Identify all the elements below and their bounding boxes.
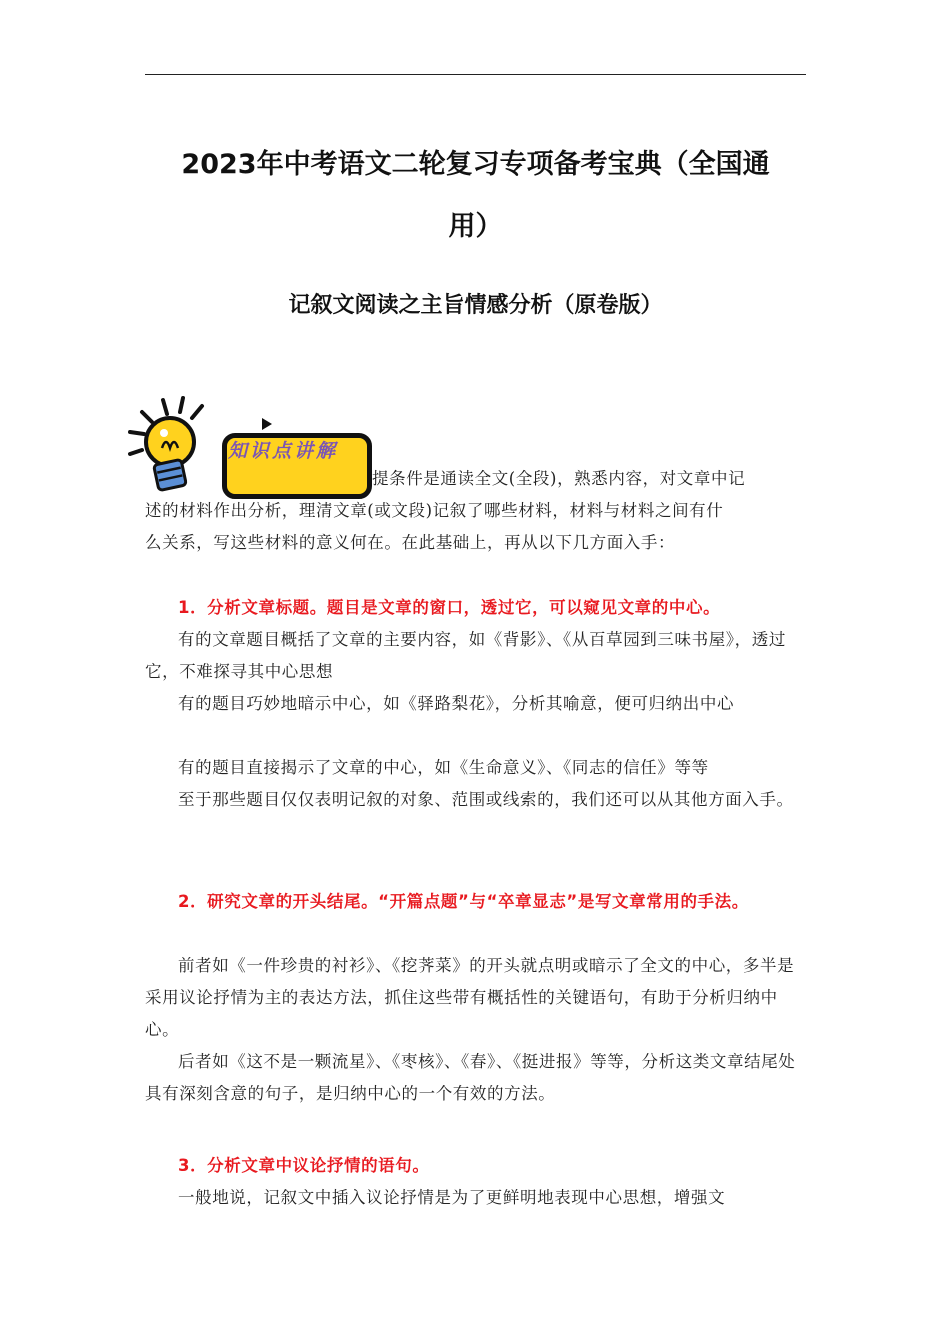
section-heading-2: 2．研究文章的开头结尾。“开篇点题”与“卒章显志”是写文章常用的手法。	[178, 892, 749, 911]
intro-line-3: 么关系，写这些材料的意义何在。在此基础上，再从以下几方面入手：	[145, 533, 676, 552]
page-title-line-2: 用）	[448, 211, 503, 242]
section-1-paragraph-4: 至于那些题目仅仅表明记叙的对象、范围或线索的，我们还可以从其他方面入手。	[178, 790, 794, 809]
section-heading-1: 1．分析文章标题。题目是文章的窗口，透过它，可以窥见文章的中心。	[178, 598, 721, 617]
page-title-line-1: 2023年中考语文二轮复习专项备考宝典（全国通	[181, 149, 770, 180]
intro-line-2: 述的材料作出分析，理清文章(或文段)记叙了哪些材料，材料与材料之间有什	[145, 501, 724, 520]
section-3-paragraph-1: 一般地说，记叙文中插入议论抒情是为了更鲜明地表现中心思想，增强文	[178, 1188, 726, 1207]
page-subtitle: 记叙文阅读之主旨情感分析（原卷版）	[288, 293, 663, 318]
section-1-paragraph-3: 有的题目直接揭示了文章的中心，如《生命意义》、《同志的信任》等等	[178, 758, 709, 777]
section-2-paragraph-2: 后者如《这不是一颗流星》、《枣核》、《春》、《挺进报》等等，分析这类文章结尾处具有深刻含意的句子，是归纳中心的一个有效的方法。	[145, 1052, 796, 1103]
section-heading-3: 3．分析文章中议论抒情的语句。	[178, 1156, 430, 1175]
intro-line-1: 提条件是通读全文(全段)，熟悉内容，对文章中记	[372, 469, 746, 488]
header-rule	[145, 74, 806, 75]
section-1-paragraph-2: 有的题目巧妙地暗示中心，如《驿路梨花》，分析其喻意，便可归纳出中心	[178, 694, 735, 713]
section-2-paragraph-1: 前者如《一件珍贵的衬衫》、《挖荠菜》的开头就点明或暗示了全文的中心，多半是采用议论抒情为主的表达方法，抓住这些带有概括性的关键语句，有助于分析归纳中心。	[145, 956, 795, 1039]
badge-label: 知识点讲解	[227, 440, 338, 462]
section-1-paragraph-1: 有的文章题目概括了文章的主要内容，如《背影》、《从百草园到三味书屋》，透过它，不难探寻其中心思想	[145, 630, 786, 681]
